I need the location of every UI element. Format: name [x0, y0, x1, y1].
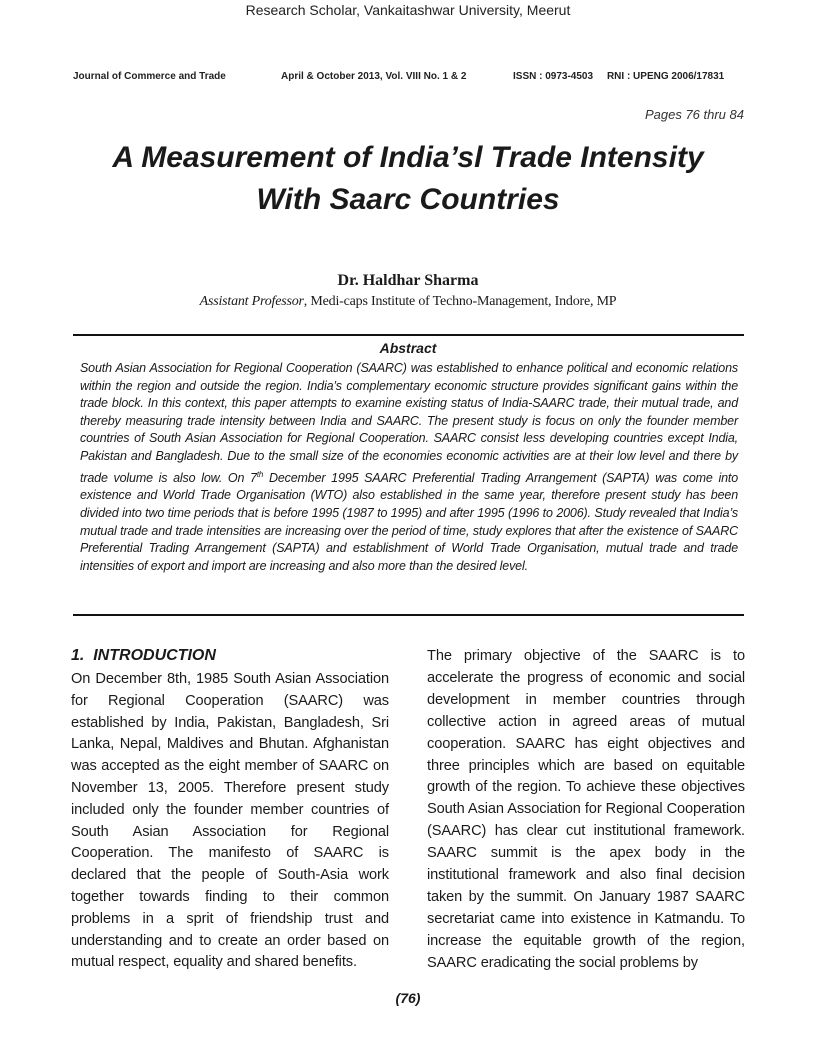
author-name: Dr. Haldhar Sharma: [337, 272, 479, 289]
abstract-text-part1: South Asian Association for Regional Cooperation (SAARC) was established to enhance political and economic relations within the region and outside the region. India’s complementary economic structure provides significant gains within the trade block. In this context, this paper attempts to examine existing status of India-SAARC trade, their mutual trade, and thereby measuring trade intensity between India and SAARC. The present study is focus on only the founder member countries of South Asian Association for Regional Cooperation. SAARC consist less developing countries except India, Pakistan and Bangladesh. Due to the small size of the economies economic activities are at their low level and there by trade volume is also low. On 7: [80, 361, 738, 485]
page-range: Pages 76 thru 84: [644, 107, 744, 122]
journal-header-bar: [73, 71, 743, 85]
article-title: [40, 137, 776, 221]
abstract-heading: Abstract: [379, 340, 437, 356]
section-heading-introduction: 1. INTRODUCTION: [71, 647, 216, 664]
article-title-line2: With Saarc Countries: [256, 183, 560, 216]
abstract-top-rule: [73, 334, 744, 336]
affiliation-role: Assistant Professor: [199, 294, 304, 309]
journal-name: Journal of Commerce and Trade: [73, 71, 226, 82]
abstract-body: [80, 360, 738, 575]
introduction-right-paragraph: The primary objective of the SAARC is to accelerate the progress of economic and social development in member countries through collective action in agreed areas of mutual cooperation. SAARC has eight objectives and three principles which are based on equitable growth of the region. To achieve these objectives South Asian Association for Regional Cooperation (SAARC) has clear cut institutional framework. SAARC summit is the apex body in the institutional framework and also final decision taken by the summit. On January 1987 SAARC secretariat came into existence in Katmandu. To increase the equitable growth of the region, SAARC eradicating the social problems by: [427, 648, 745, 971]
affiliation-institution: , Medi-caps Institute of Techno-Management, Indore, MP: [303, 294, 617, 309]
author-affiliation: [0, 294, 816, 310]
left-column: [71, 646, 389, 974]
article-title-line1: A Measurement of India’sl Trade Intensity: [112, 141, 704, 174]
top-note: Research Scholar, Vankaitashwar University, Meerut: [245, 2, 571, 18]
abstract-text-part2: December 1995 SAARC Preferential Trading Arrangement (SAPTA) was come into existence and World Trade Organisation (WTO) also established in the same year, therefore present study has been divided into two time periods that is before 1995 (1987 to 1995) and after 1995 (1996 to 2006). Study revealed that India’s mutual trade and trade intensities are increasing over the period of time, study explores that after the existence of SAARC Preferential Trading Arrangement (SAPTA) and establishment of World Trade Organisation, mutual trade and trade intensities of export and import are increasing and also more than the desired level.: [80, 470, 738, 573]
abstract-bottom-rule: [73, 614, 744, 616]
abstract-superscript: th: [256, 469, 264, 479]
journal-issue: April & October 2013, Vol. VIII No. 1 & 2: [281, 71, 467, 82]
page-number: (76): [395, 990, 421, 1006]
right-column: [427, 646, 745, 975]
journal-issn-rni: ISSN : 0973-4503 RNI : UPENG 2006/17831: [513, 71, 725, 82]
introduction-left-paragraph: On December 8th, 1985 South Asian Association for Regional Cooperation (SAARC) was established by India, Pakistan, Bangladesh, Sri Lanka, Nepal, Maldives and Bhutan. Afghanistan was accepted as the eight member of SAARC on November 13, 2005. Therefore present study included only the founder member countries of South Asian Association for Regional Cooperation. The manifesto of SAARC is declared that the people of South-Asia work together towards finding to their common problems in a sprit of friendship trust and understanding and to create an order based on mutual respect, equality and shared benefits.: [71, 671, 389, 971]
